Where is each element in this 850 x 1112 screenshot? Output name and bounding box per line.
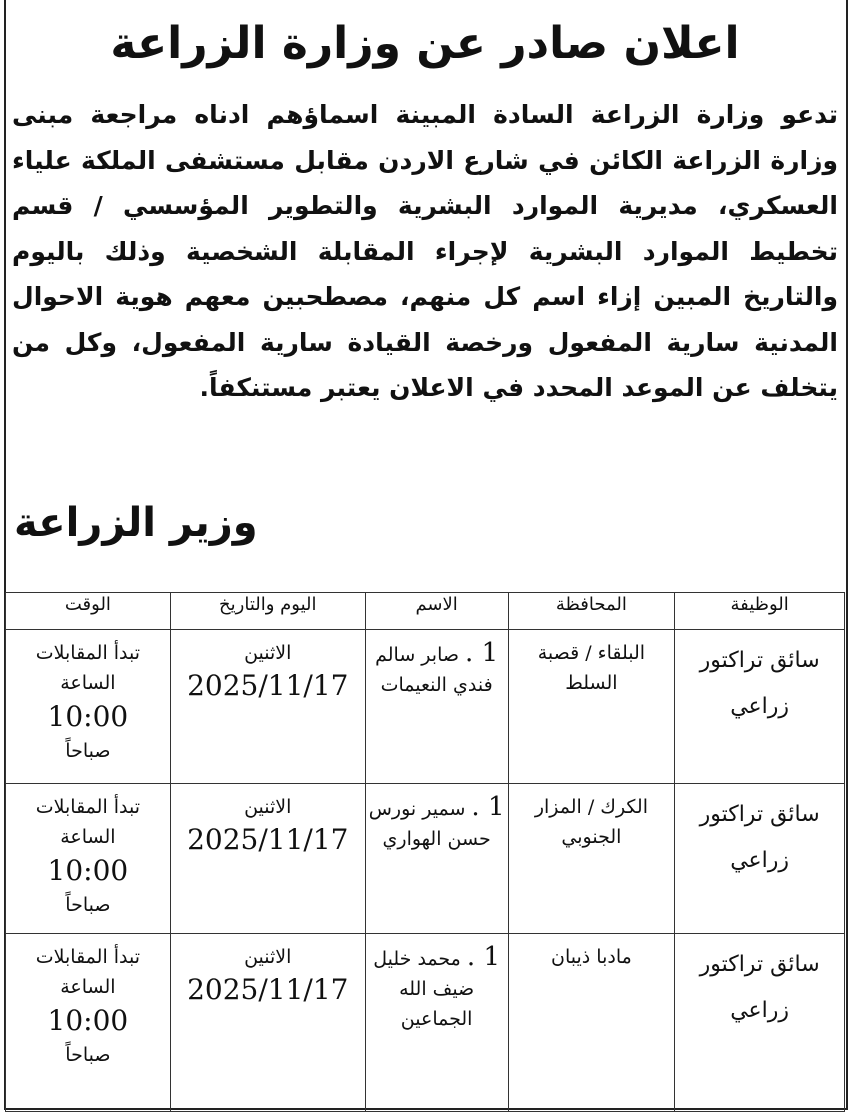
time-pre: تبدأ المقابلات الساعة xyxy=(35,946,141,998)
day: الاثنين xyxy=(244,946,292,968)
time-post: صباحاً xyxy=(65,894,111,916)
time: 10:00 xyxy=(47,1004,129,1037)
candidate-name: محمد خليل ضيف الله الجماعين xyxy=(373,948,475,1030)
row-number: 1 . xyxy=(465,638,499,668)
date-cell xyxy=(170,630,365,784)
governorate-cell: البلقاء / قصبة السلط xyxy=(508,630,675,784)
date-cell xyxy=(170,784,365,934)
governorate-cell: مادبا ذيبان xyxy=(508,934,675,1112)
job-cell: سائق تراكتور زراعي xyxy=(675,934,845,1112)
date: 2025/11/17 xyxy=(187,823,349,856)
date: 2025/11/17 xyxy=(187,973,349,1006)
header-governorate: المحافظة xyxy=(508,593,675,630)
governorate-cell: الكرك / المزار الجنوبي xyxy=(508,784,675,934)
day: الاثنين xyxy=(244,642,292,664)
day: الاثنين xyxy=(244,796,292,818)
name-cell xyxy=(365,784,508,934)
time-cell xyxy=(6,784,171,934)
time-post: صباحاً xyxy=(65,740,111,762)
table-row xyxy=(6,784,845,934)
table-header-row xyxy=(6,593,845,630)
header-name: الاسم xyxy=(365,593,508,630)
job-cell: سائق تراكتور زراعي xyxy=(675,784,845,934)
time-cell xyxy=(6,630,171,784)
header-job: الوظيفة xyxy=(675,593,845,630)
time-cell xyxy=(6,934,171,1112)
name-cell xyxy=(365,934,508,1112)
header-time: الوقت xyxy=(6,593,171,630)
date: 2025/11/17 xyxy=(187,669,349,702)
row-number: 1 . xyxy=(471,792,505,822)
candidate-name: سمير نورس حسن الهواري xyxy=(368,798,491,850)
time-pre: تبدأ المقابلات الساعة xyxy=(35,796,141,848)
job-cell: سائق تراكتور زراعي xyxy=(675,630,845,784)
candidate-name: صابر سالم فندي النعيمات xyxy=(375,644,493,696)
time-pre: تبدأ المقابلات الساعة xyxy=(35,642,141,694)
header-date: اليوم والتاريخ xyxy=(170,593,365,630)
announcement-title: اعلان صادر عن وزارة الزراعة xyxy=(110,18,740,69)
row-number: 1 . xyxy=(466,942,500,972)
table-row xyxy=(6,630,845,784)
announcement-body: تدعو وزارة الزراعة السادة المبينة اسماؤهم ادناه مراجعة مبنى وزارة الزراعة الكائن في شارع الاردن مقابل مستشفى الملكة علياء العسكري، مديرية الموارد البشرية والتطوير المؤسسي / قسم تخطيط الموارد البشرية لإجراء المقابلة الشخصية وذلك باليوم والتاريخ المبين إزاء اسم كل منهم، مصطحبين معهم هوية الاحوال المدنية سارية المفعول ورخصة القيادة سارية المفعول، وكل من يتخلف عن الموعد المحدد في الاعلان يعتبر مستنكفاً. xyxy=(12,100,838,402)
candidates-table xyxy=(5,592,845,1112)
table-row xyxy=(6,934,845,1112)
time-post: صباحاً xyxy=(65,1044,111,1066)
name-cell xyxy=(365,630,508,784)
time: 10:00 xyxy=(47,854,129,887)
time: 10:00 xyxy=(47,700,129,733)
date-cell xyxy=(170,934,365,1112)
signature: وزير الزراعة xyxy=(14,500,258,546)
